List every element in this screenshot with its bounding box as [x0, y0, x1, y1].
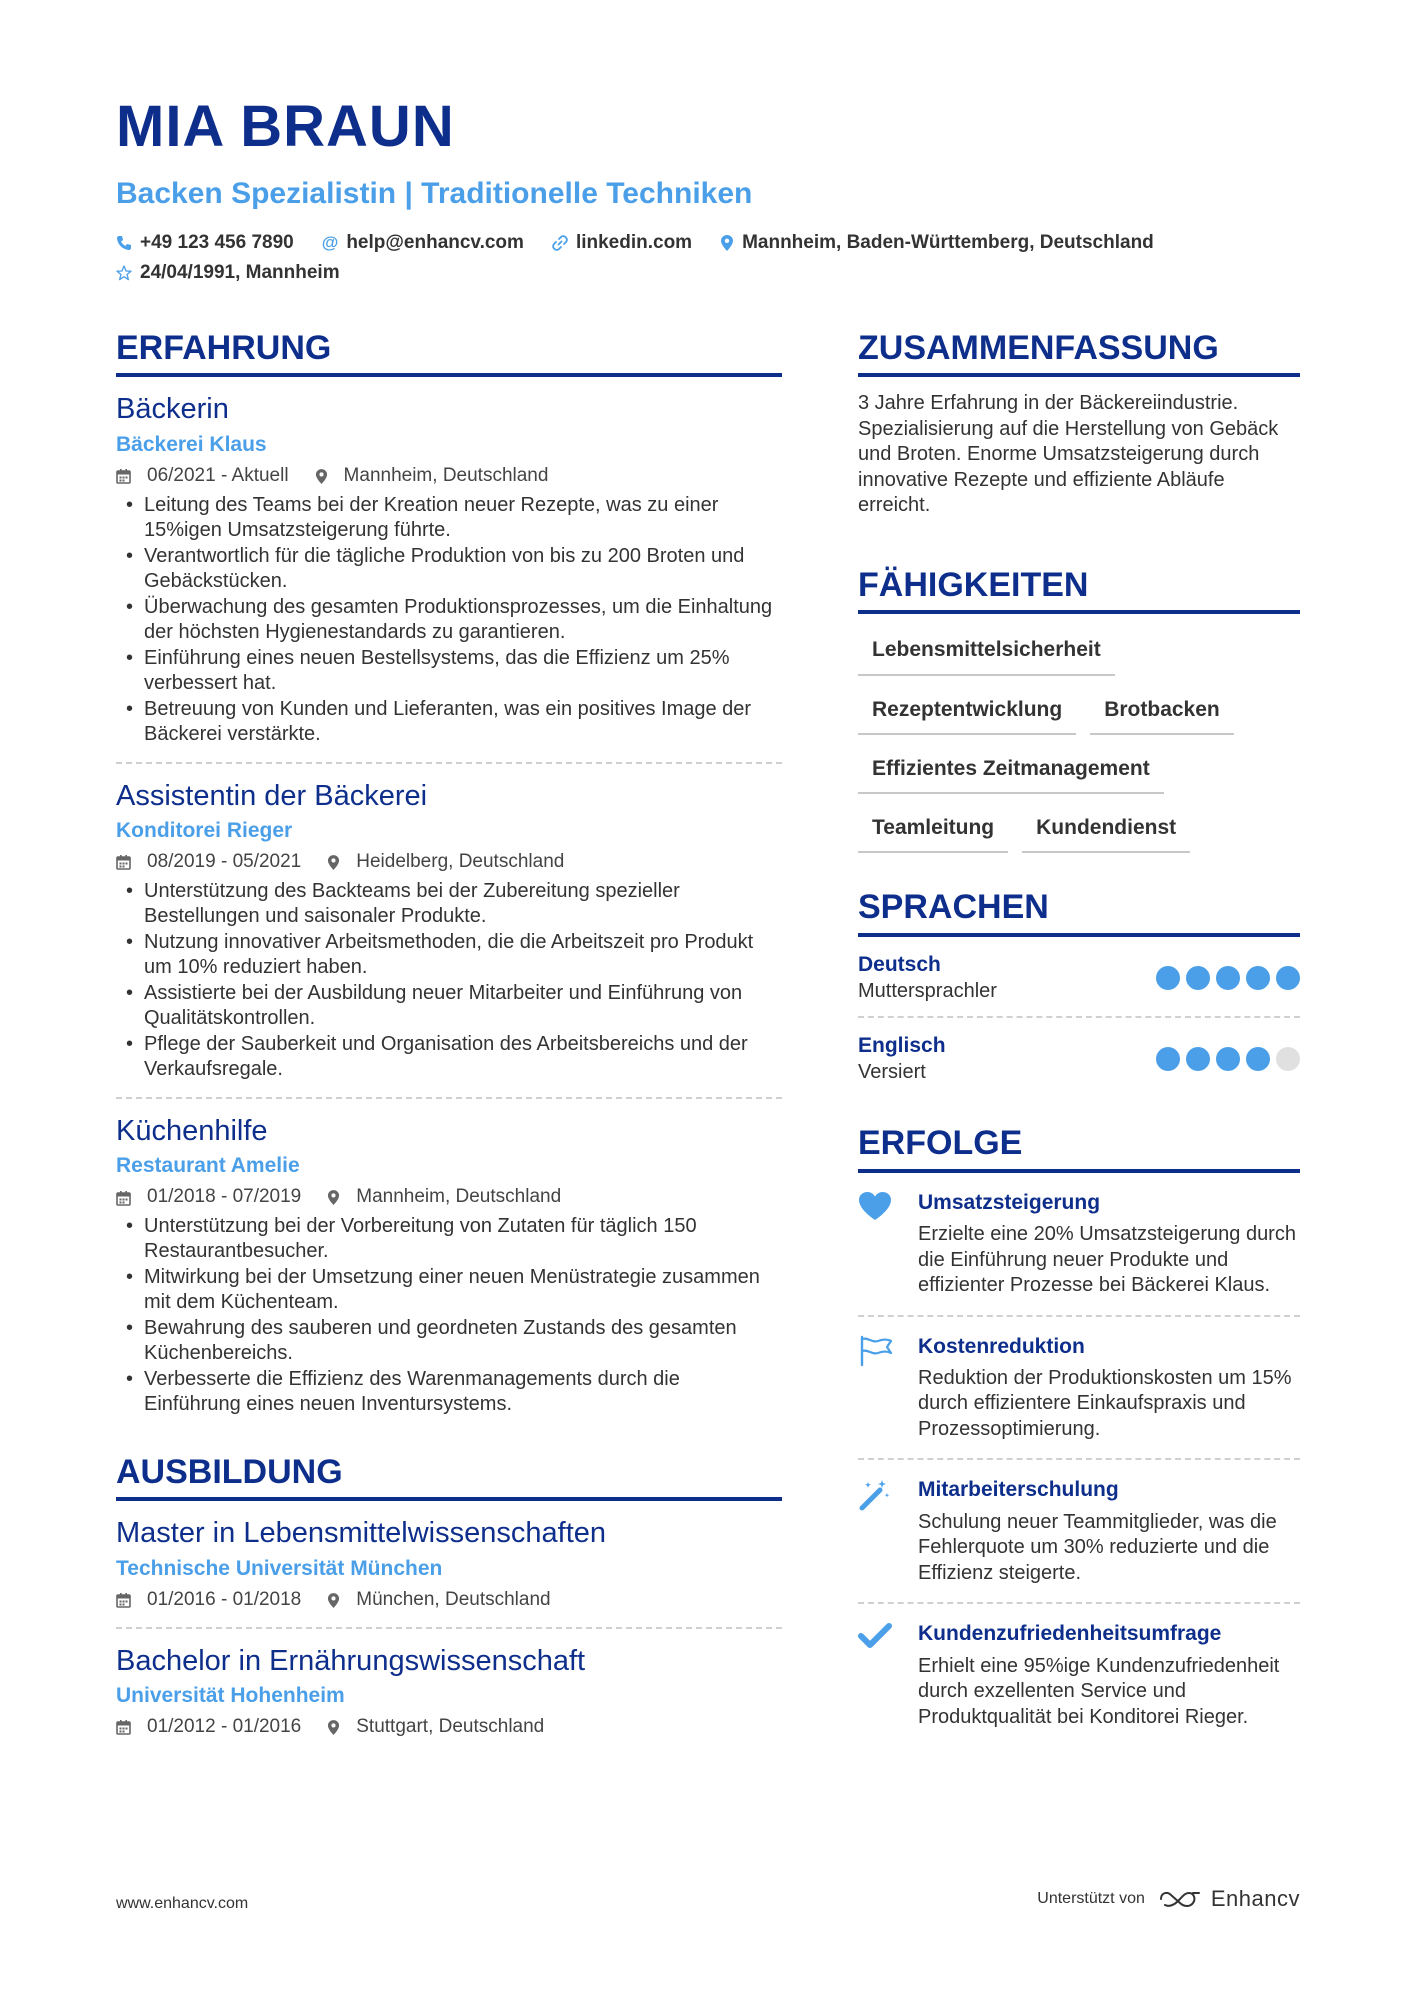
language-rating	[1150, 1047, 1300, 1071]
achievement-body	[918, 1333, 1300, 1443]
powered-by-text: Unterstützt von	[1037, 1890, 1145, 1907]
rating-dot	[1216, 966, 1240, 990]
achievement-text: Erhielt eine 95%ige Kundenzufriedenheit durch exzellenten Service und Produktqualität bei Konditorei Rieger.	[918, 1654, 1280, 1728]
bullet-item: • Überwachung des gesamten Produktionsprozesses, um die Einhaltung der höchsten Hygienestandards zu garantieren.	[116, 595, 782, 646]
education-location	[327, 1588, 550, 1613]
skill-tag: Effizientes Zeitmanagement	[858, 745, 1164, 794]
rating-dot	[1276, 1047, 1300, 1071]
education-list	[116, 1501, 782, 1753]
education-meta	[116, 1715, 782, 1740]
calendar-icon	[116, 1592, 139, 1608]
company-name: Restaurant Amelie	[116, 1154, 300, 1178]
location-text: Heidelberg, Deutschland	[356, 851, 565, 873]
contact-email[interactable]	[322, 232, 524, 254]
calendar-icon	[116, 854, 139, 870]
language-name: Deutsch	[858, 952, 941, 976]
skill-tag: Kundendienst	[1022, 804, 1190, 853]
skill-tag: Teamleitung	[858, 804, 1008, 853]
job-dates	[116, 1185, 301, 1210]
company-name: Konditorei Rieger	[116, 818, 293, 842]
job-entry	[116, 1099, 782, 1432]
bullet-item: • Assistierte bei der Ausbildung neuer Mitarbeiter und Einführung von Qualitätskontrollen.	[116, 981, 782, 1032]
location-pin-icon	[327, 1719, 348, 1736]
job-entry	[116, 764, 782, 1099]
linkedin-text: linkedin.com	[575, 232, 693, 253]
achievements-list	[858, 1173, 1300, 1746]
achievement-title: Mitarbeiterschulung	[918, 1478, 1119, 1502]
education-meta	[116, 1588, 782, 1613]
language-entry	[858, 1018, 1300, 1097]
job-bullets	[116, 879, 782, 1083]
link-icon	[552, 235, 568, 251]
bullet-item: • Unterstützung des Backteams bei der Zubereitung spezieller Bestellungen und saisonaler Produkte.	[116, 879, 782, 930]
contact-location	[720, 232, 1154, 254]
bullet-item: • Einführung eines neuen Bestellsystems, das die Effizienz um 25% verbessert hat.	[116, 646, 782, 697]
education-entry	[116, 1629, 782, 1754]
calendar-icon	[116, 1719, 139, 1735]
language-rating	[1150, 966, 1300, 990]
right-column	[858, 330, 1300, 1746]
achievement-text: Schulung neuer Teammitglieder, was die Fehlerquote um 30% reduzierte und die Effizienz steigerte.	[918, 1510, 1277, 1584]
dates-text: 01/2016 - 01/2018	[147, 1588, 302, 1610]
achievement-entry	[858, 1604, 1300, 1746]
language-info	[858, 951, 997, 1004]
achievement-entry	[858, 1173, 1300, 1317]
location-pin-icon	[327, 1592, 348, 1609]
job-title: Küchenhilfe	[116, 1114, 268, 1147]
rating-dot	[1186, 1047, 1210, 1071]
dates-text: 01/2012 - 01/2016	[147, 1716, 302, 1738]
bullet-item: • Bewahrung des sauberen und geordneten Zustands des gesamten Küchenbereichs.	[116, 1316, 782, 1367]
rating-dot	[1246, 1047, 1270, 1071]
language-level: Muttersprachler	[858, 980, 997, 1003]
achievement-body	[918, 1620, 1300, 1730]
skills-list	[858, 626, 1300, 863]
rating-dot	[1246, 966, 1270, 990]
contact-phone[interactable]	[116, 232, 294, 254]
achievement-entry	[858, 1317, 1300, 1461]
location-pin-icon	[327, 854, 348, 871]
rating-dot	[1186, 966, 1210, 990]
job-title: Bäckerin	[116, 393, 229, 426]
brand-name: Enhancv	[1210, 1886, 1300, 1911]
company-name: Bäckerei Klaus	[116, 432, 267, 456]
skills-section-title: FÄHIGKEITEN	[858, 567, 1300, 614]
achievement-entry	[858, 1460, 1300, 1604]
languages-section-title: SPRACHEN	[858, 889, 1300, 936]
bullet-item: • Betreuung von Kunden und Lieferanten, was ein positives Image der Bäckerei verstärkte.	[116, 697, 782, 748]
achievement-title: Kostenreduktion	[918, 1334, 1085, 1358]
achievement-title: Umsatzsteigerung	[918, 1190, 1101, 1214]
skill-tag: Brotbacken	[1090, 686, 1234, 735]
achievement-body	[918, 1476, 1300, 1586]
rating-dot	[1216, 1047, 1240, 1071]
achievement-title: Kundenzufriedenheitsumfrage	[918, 1622, 1222, 1646]
job-meta	[116, 850, 782, 875]
education-dates	[116, 1715, 301, 1740]
bullet-item: • Unterstützung bei der Vorbereitung von Zutaten für täglich 150 Restaurantbesucher.	[116, 1214, 782, 1265]
job-dates	[116, 850, 301, 875]
school-name: Technische Universität München	[116, 1556, 443, 1580]
language-entry	[858, 937, 1300, 1018]
candidate-headline: Backen Spezialistin | Traditionelle Techniken	[116, 177, 753, 210]
language-info	[858, 1032, 946, 1085]
job-meta	[116, 464, 782, 489]
dates-text: 01/2018 - 07/2019	[147, 1186, 302, 1208]
job-title: Assistentin der Bäckerei	[116, 779, 428, 812]
calendar-icon	[116, 468, 139, 484]
email-text: help@enhancv.com	[346, 232, 524, 253]
skill-tag: Rezeptentwicklung	[858, 686, 1076, 735]
footer-branding	[1037, 1886, 1300, 1912]
job-bullets	[116, 493, 782, 748]
experience-section-title: ERFAHRUNG	[116, 330, 782, 377]
experience-list	[116, 377, 782, 1432]
location-text: Stuttgart, Deutschland	[356, 1716, 545, 1738]
bullet-item: • Verantwortlich für die tägliche Produktion von bis zu 200 Broten und Gebäckstücken.	[116, 544, 782, 595]
job-bullets	[116, 1214, 782, 1418]
heart-icon	[858, 1189, 918, 1299]
bullet-item: • Mitwirkung bei der Umsetzung einer neuen Menüstrategie zusammen mit dem Küchenteam.	[116, 1265, 782, 1316]
contact-info	[116, 228, 1316, 288]
education-section-title: AUSBILDUNG	[116, 1454, 782, 1501]
bullet-item: • Nutzung innovativer Arbeitsmethoden, die die Arbeitszeit pro Produkt um 10% reduziert haben.	[116, 930, 782, 981]
summary-text: 3 Jahre Erfahrung in der Bäckereiindustrie. Spezialisierung auf die Herstellung von Gebäck und Broten. Enorme Umsatzsteigerung durch innovative Rezepte und effiziente Abläufe erreicht.	[858, 392, 1279, 517]
language-level: Versiert	[858, 1061, 926, 1084]
bullet-item: • Pflege der Sauberkeit und Organisation des Arbeitsbereichs und der Verkaufsregale.	[116, 1032, 782, 1083]
star-icon	[116, 265, 132, 281]
skill-tag: Lebensmittelsicherheit	[858, 626, 1115, 675]
checkmark-icon	[858, 1620, 918, 1730]
education-entry	[116, 1501, 782, 1628]
summary-section-title: ZUSAMMENFASSUNG	[858, 330, 1300, 377]
flag-icon	[858, 1333, 918, 1443]
location-text: Mannheim, Deutschland	[356, 1186, 562, 1208]
bullet-item: • Leitung des Teams bei der Kreation neuer Rezepte, was zu einer 15%igen Umsatzsteigerung führte.	[116, 493, 782, 544]
footer-website[interactable]: www.enhancv.com	[116, 1895, 249, 1912]
at-icon: @	[321, 233, 339, 252]
left-column	[116, 330, 782, 1754]
location-text: Mannheim, Baden-Württemberg, Deutschland	[742, 232, 1154, 253]
enhancv-logo-icon	[1157, 1887, 1203, 1911]
location-pin-icon	[315, 468, 336, 485]
job-location	[315, 464, 549, 489]
job-entry	[116, 377, 782, 763]
rating-dot	[1156, 1047, 1180, 1071]
location-pin-icon	[720, 234, 734, 252]
job-location	[327, 850, 564, 875]
candidate-name: MIA BRAUN	[116, 94, 455, 159]
calendar-icon	[116, 1190, 139, 1206]
language-name: Englisch	[858, 1034, 946, 1058]
job-meta	[116, 1185, 782, 1210]
achievement-text: Reduktion der Produktionskosten um 15% durch effizientere Einkaufspraxis und Prozessoptimierung.	[918, 1366, 1292, 1440]
contact-birth	[116, 262, 340, 284]
education-dates	[116, 1588, 301, 1613]
job-dates	[116, 464, 289, 489]
magic-wand-icon	[858, 1476, 918, 1586]
degree-title: Master in Lebensmittelwissenschaften	[116, 1517, 607, 1550]
school-name: Universität Hohenheim	[116, 1683, 345, 1707]
achievements-section-title: ERFOLGE	[858, 1125, 1300, 1172]
location-text: Mannheim, Deutschland	[343, 464, 549, 486]
job-location	[327, 1185, 561, 1210]
education-location	[327, 1715, 544, 1740]
phone-text: +49 123 456 7890	[140, 232, 294, 253]
achievement-text: Erzielte eine 20% Umsatzsteigerung durch die Einführung neuer Produkte und effizienter Prozesse bei Bäckerei Klaus.	[918, 1223, 1296, 1297]
rating-dot	[1276, 966, 1300, 990]
rating-dot	[1156, 966, 1180, 990]
achievement-body	[918, 1189, 1300, 1299]
degree-title: Bachelor in Ernährungswissenschaft	[116, 1644, 586, 1677]
bullet-item: • Verbesserte die Effizienz des Warenmanagements durch die Einführung eines neuen Inventursystems.	[116, 1367, 782, 1418]
dates-text: 06/2021 - Aktuell	[147, 464, 289, 486]
location-pin-icon	[327, 1189, 348, 1206]
languages-list	[858, 937, 1300, 1098]
birth-text: 24/04/1991, Mannheim	[140, 262, 340, 283]
dates-text: 08/2019 - 05/2021	[147, 851, 302, 873]
phone-icon	[116, 235, 132, 251]
location-text: München, Deutschland	[356, 1588, 551, 1610]
contact-linkedin[interactable]	[552, 232, 692, 254]
